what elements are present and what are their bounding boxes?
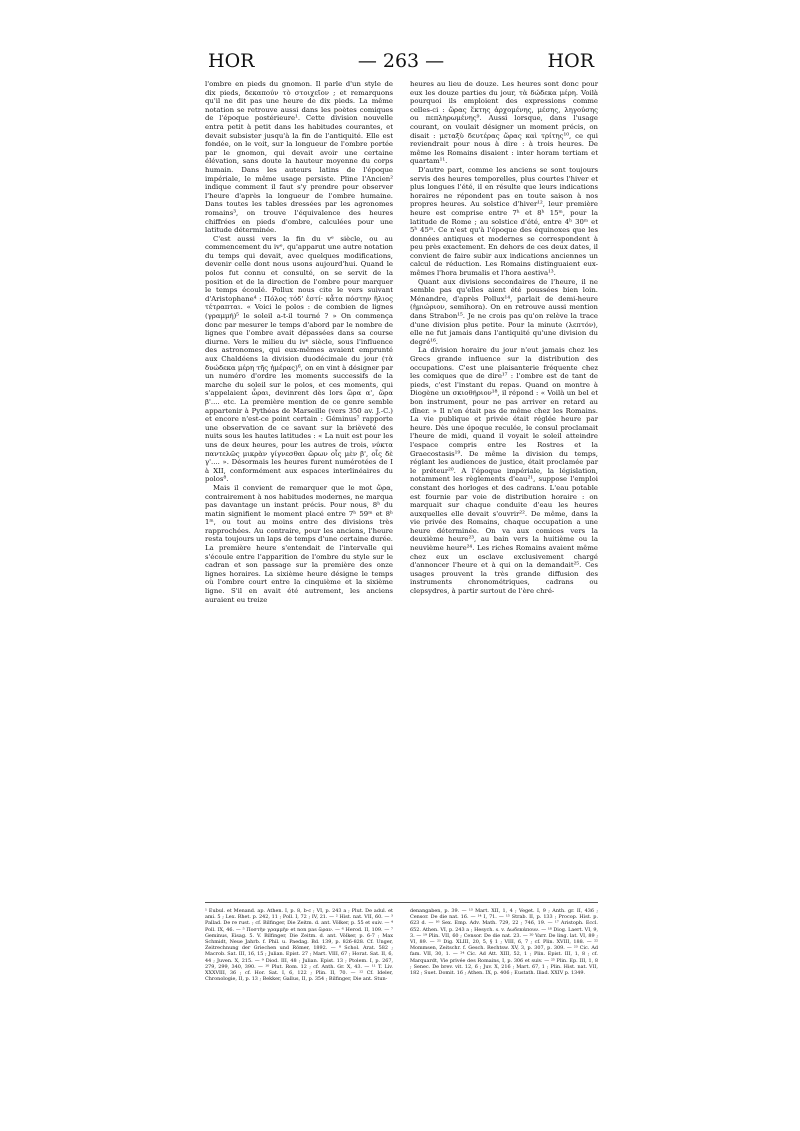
footnote-text: denangaben, p. 39. — ¹³ Mart. XII, 1, 4 ; Veget. I, 9 ; Anth. gr. II, 436 ; Censor. De die nat. 16. — ¹⁴ I, 71. — ¹⁵ Strab. II, p. 133 ; Procop. Hist. p. 623 d. — ¹⁶ Sex. Emp. Adv. Math. 729, 22 ; 746, 19. — ¹⁷ Aristoph. Eccl. 652. Athen. VI, p. 243 a ; Hesych. s. v. Δωδεκάπουν. — ¹⁸ Diog. Laert. VI, 9, 3. — ¹⁹ Plin. VII, 60 ; Censor. De die nat. 23. — ²⁰ Varr. De ling. lat. VI, 89 ; VI, 89. — ²¹ Dig. XLIII, 20, 5, § 1 ; VIII, 6, 7 ; cf. Plin. XVIII, 188. — ²² Mommsen, Zeitschr. f. Gesch. Rechtsw. XV, 3, p. 307, p. 309. — ²³ Cic. Ad fam. VII, 30, 1. — ²⁴ Cic. Ad Att. XIII, 52, 1 ; Plin. Epist. III, 1, 8 ; cf. Marquardt, Vie privée des Romains, I, p. 306 et suiv. — ²⁵ Plin. Ep. III, 1, 8 ; Senec. De brev. vit. 12, 6 ; Juv. X, 216 ; Mart. 67, 1 ; Plin. Hist. nat. VII, 182 ; Suet. Domit. 16 ; Athen. IX, p. 406 ; Eustath. Iliad. XXIV p. 1349. [410, 908, 598, 977]
footnote-text: ¹ Eubul. et Menand. ap. Athen. I, p. 8, b-c ; VI, p. 243 a ; Plut. De adul. et ami. 5 ; Lex. Rhet. p. 242, 11 ; Poll. I, 72 ; IV, 21. — ² Hist. nat. VII, 60. — ³ Pallad. De re rust. ; cf. Bilfinger, Die Zeitm. d. ant. Völker, p. 55 et suiv. — ⁴ Poll. IX, 46. — ⁵ Ποστὴν γραμμὴν et non pas ὥραν. — ⁶ Herod. II, 109. — ⁷ Geminus, Eisag. 5. V. Bilfinger, Die Zeitm. d. ant. Völker, p. 6-7 ; Max Schmidt, Neue Jahrb. f. Phil. u. Paedag. Bd. 139, p. 826-828. Cf. Unger, Zeitrechnung der Griechen und Römer, 1892. — ⁸ Schol. Arat. 582 ; Macrob. Sat. III, 16, 15 ; Julian. Epist. 27 ; Mart. VIII, 67 ; Horat. Sat. II, 6, 44 ; Juven. X, 215. — ⁹ Diod. III, 48 ; Julian. Epist. 13 ; Ptolem. I, p. 267, 279, 299, 340, 390. — ¹⁰ Plut. Rom. 12 ; cf. Anth. Gr. X, 43. — ¹¹ T. Liv. XXXVIII, 36 ; cf. Hor. Sat. I, 6, 122 ; Plin. II, 70. — ¹² Cf. Ideler, Chronologie, II, p. 13 ; Bekker, Gallus, II, p. 354 ; Bilfinger, Die ant. Stun- [205, 908, 393, 983]
paragraph: C'est aussi vers la fin du vᵉ siècle, ou au commencement du ivᵉ, qu'apparut une autre notation du temps qui devait, avec quelques modifications, devenir celle dont nous usons aujourd'hui. Quand le polos fut connu et consulté, on se servit de la position et de la direction de l'ombre pour marquer le temps écoulé. Pollux nous cite le vers suivant d'Aristophane⁴ : Πόλος τόδ' ἐστί· κἆτα πόστην ἥλιος τέτραπται. « Voici le polos : de combien de lignes (γραμμή)⁵ le soleil a-t-il tourné ? » On commença donc par mesurer le temps d'abord par le nombre de lignes que l'ombre avait dépassées dans sa course diurne. Vers le milieu du ivᵉ siècle, sous l'influence des astronomes, qui eux-mêmes avaient emprunté aux Chaldéens la division duodécimale du jour (τὰ δυώδεκα μέρη τῆς ἡμέρας)⁶, on en vint à désigner par un numéro d'ordre les moments successifs de la marche du soleil sur le polos, et ces moments, qui s'appelaient ὧραι, devinrent dès lors ὥρα α', ὥρα β'.... etc. La première mention de ce genre semble appartenir à Pythéas de Marseille (vers 350 av. J.-C.) et encore n'est-ce point certain : Géminus⁷ rapporte une observation de ce savant sur la brièveté des nuits sous les hautes latitudes : « La nuit est pour les uns de deux heures, pour les autres de trois, νύκτα παντελῶς μικρὰν γίγνεσθαι ὥρων οἷς μὲν β', οἷς δὲ γ'.... ». Désormais les heures furent numérotées de I à XII, conformément aux espaces interlinéaires du polos⁸. [205, 234, 393, 484]
footnotes-right-column [410, 908, 598, 976]
paragraph: D'autre part, comme les anciens se sont toujours servis des heures temporelles, plus courtes l'hiver et plus longues l'été, il en résulte que leurs indications horaires ne répondent pas en toute saison à nos propres heures. Au solstice d'hiver¹², leur première heure est comprise entre 7ʰ et 8ʰ 15ᵐ, pour la latitude de Rome ; au solstice d'été, entre 4ʰ 30ᵐ et 5ʰ 45ᵐ. Ce n'est qu'à l'époque des équinoxes que les données antiques et modernes se correspondent à peu près exactement. En dehors de ces deux dates, il convient de faire subir aux indications anciennes un calcul de réduction. Les Romains distinguaient eux-mêmes l'hora brumalis et l'hora aestiva¹³. [410, 165, 598, 278]
paragraph: La division horaire du jour n'eut jamais chez les Grecs grande influence sur la distribution des occupations. C'est une plaisanterie fréquente chez les comiques que de dire¹⁷ : l'ombre est de tant de pieds, c'est l'instant du repas. Quand on montre à Diogène un σκιοθήριον¹⁸, il répond : « Voilà un bel et bon instrument, pour ne pas arriver en retard au dîner. » Il n'en était pas de même chez les Romains. La vie publique et privée était réglée heure par heure. Dès une époque reculée, le consul proclamait l'heure de midi, quand il voyait le soleil atteindre l'espace compris entre les Rostres et la Graecostasis¹⁹. De même la division du temps, réglant les audiences de justice, était proclamée par le préteur²⁰. A l'époque impériale, la législation, notamment les règlements d'eau²¹, suppose l'emploi constant des horloges et des cadrans. L'eau potable est fournie par voie de distribution horaire : on marquait sur chaque conduite d'eau les heures auxquelles elle devait s'ouvrir²². De même, dans la vie privée des Romains, chaque occupation a une heure déterminée. On va aux comices vers la deuxième heure²³, au bain vers la huitième ou la neuvième heure²⁴. Les riches Romains avaient même chez eux un esclave exclusivement chargé d'annoncer l'heure et à qui on la demandait²⁵. Ces usages prouvent la très grande diffusion des instruments chronométriques, cadrans ou clepsydres, à partir surtout de l'ère chré- [410, 346, 598, 596]
header-left-word: HOR [208, 50, 255, 72]
footnotes-left-column [205, 908, 393, 982]
page-number: — 263 — [357, 50, 445, 72]
left-column [205, 80, 393, 604]
paragraph: l'ombre en pieds du gnomon. Il parle d'un style de dix pieds, δεκαπούν τὸ στοιχεῖον ; et remarquons qu'il ne dit pas une heure de dix pieds. La même notation se retrouve aussi dans les poètes comiques de l'époque postérieure¹. Cette division nouvelle entra petit à petit dans les habitudes courantes, et devait subsister jusqu'à la fin de l'antiquité. Elle est fondée, on le voit, sur la longueur de l'ombre portée par le gnomon, qui devait avoir une certaine élévation, sans doute la hauteur moyenne du corps humain. Dans les auteurs latins de l'époque impériale, le même usage persiste. Pline l'Ancien² indique comment il faut s'y prendre pour observer l'heure d'après la longueur de l'ombre humaine. Dans toutes les tables dressées par les agronomes romains³, on trouve l'équivalence des heures chiffrées en pieds d'ombre, calculées pour une latitude déterminée. [205, 80, 393, 235]
paragraph: heures au lieu de douze. Les heures sont donc pour eux les douze parties du jour, τὰ δώδεκα μέρη. Voilà pourquoi ils emploient des expressions comme celles-ci : ὥρας ἕκτης ἀρχομένης, μέσης, ληγούσης ou πεπληρωμένης⁹. Aussi lorsque, dans l'usage courant, on voulait désigner un moment précis, on disait : μεταξὺ δευτέρας ὥρας καὶ τρίτης¹⁰, ce qui reviendrait pour nous à dire : à trois heures. De même les Romains disaient : inter horam tertiam et quartam¹¹. [410, 80, 598, 166]
right-column [410, 80, 598, 596]
paragraph: Mais il convient de remarquer que le mot ὥρα, contrairement à nos habitudes modernes, ne marqua pas davantage un instant précis. Pour nous, 8ʰ du matin signifient le moment placé entre 7ʰ 59ᵐ et 8ʰ 1ᵐ, ou tout au moins entre des divisions très rapprochées. Au contraire, pour les anciens, l'heure resta toujours un laps de temps d'une certaine durée. La première heure s'entendait de l'intervalle qui s'écoule entre l'apparition de l'ombre du style sur le cadran et son passage sur la première des onze lignes horaires. La sixième heure désigne le temps où l'ombre court entre la cinquième et la sixième ligne. S'il en avait été autrement, les anciens auraient eu treize [205, 483, 393, 604]
paragraph: Quant aux divisions secondaires de l'heure, il ne semble pas qu'elles aient été poussées bien loin. Ménandre, d'après Pollux¹⁴, parlait de demi-heure (ἡμιώριον, semihora). On en retrouve aussi mention dans Strabon¹⁵. Je ne crois pas qu'on relève la trace d'une division plus petite. Pour la minute (λεπτόν), elle ne fut jamais dans l'antiquité qu'une division du degré¹⁶. [410, 277, 598, 346]
header-right-word: HOR [547, 50, 594, 72]
running-header [208, 50, 594, 76]
footnote-rule [205, 902, 598, 903]
